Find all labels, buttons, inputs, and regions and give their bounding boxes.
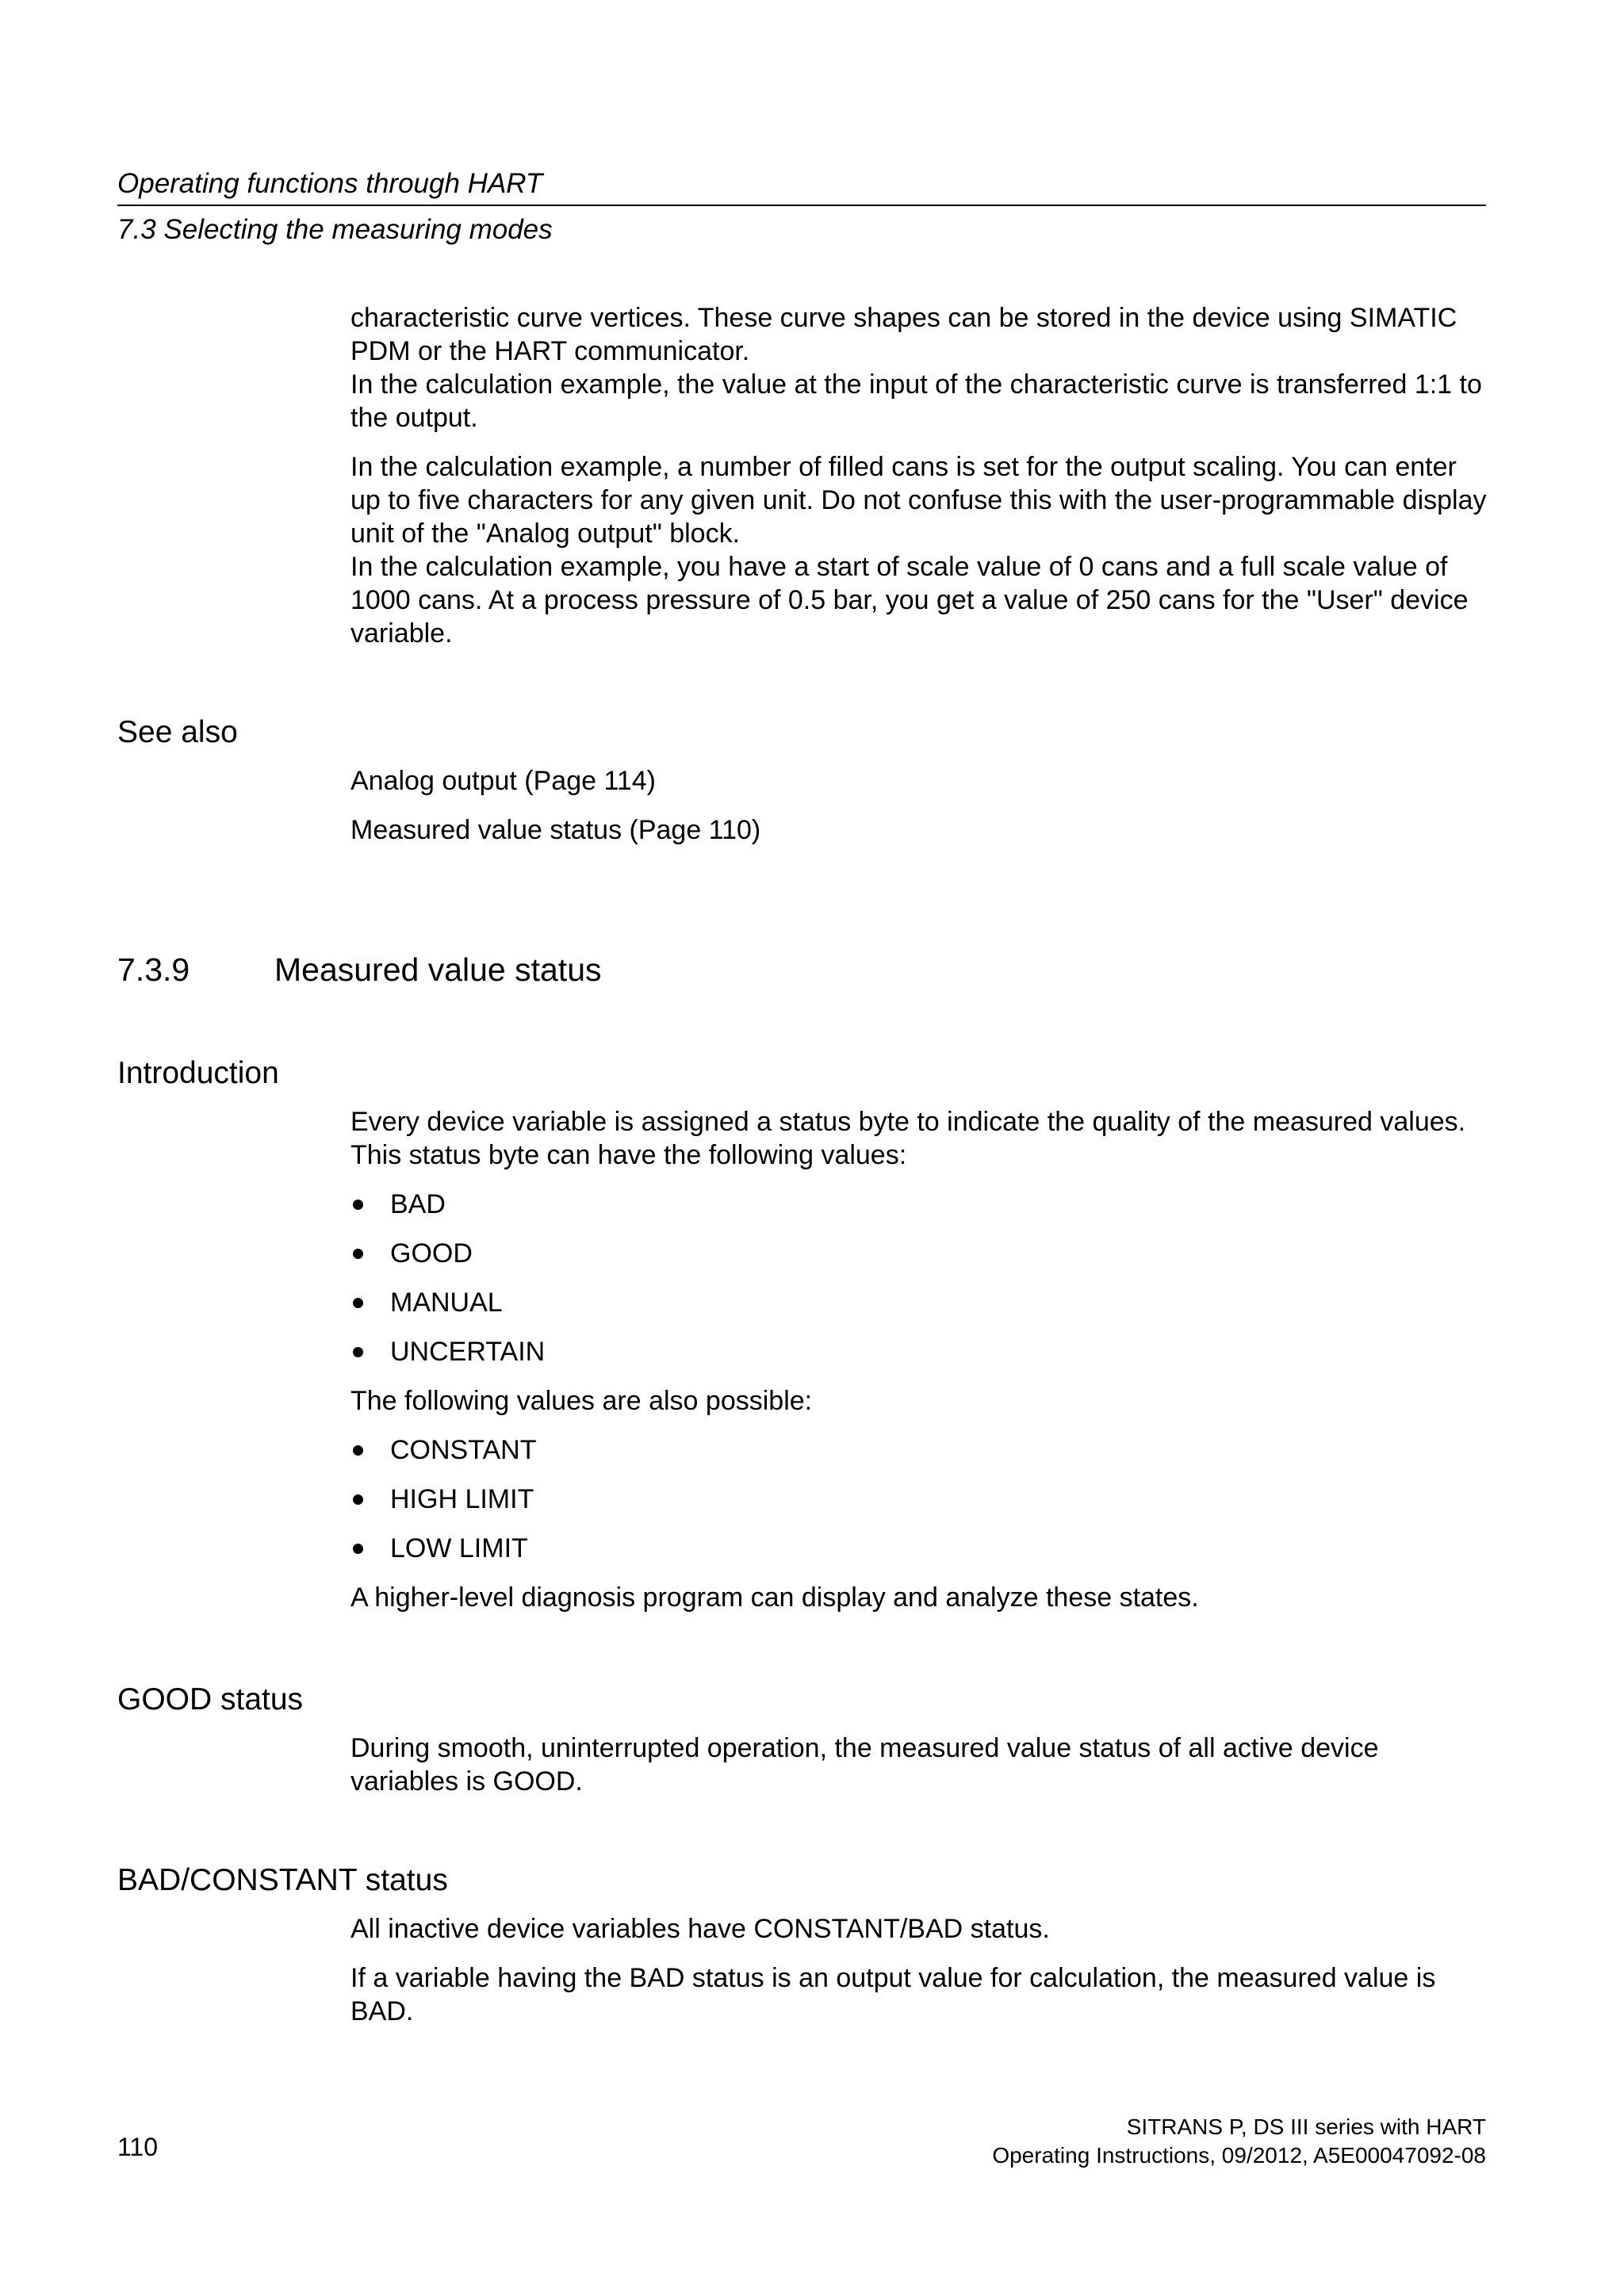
bullet-icon (353, 1249, 363, 1259)
paragraph: The following values are also possible: (350, 1386, 813, 1416)
footer-document: Operating Instructions, 09/2012, A5E00047092-08 (992, 2143, 1486, 2168)
paragraph: If a variable having the BAD status is an output value for calculation, the measured value is BAD. (350, 1963, 1436, 2026)
paragraph: A higher-level diagnosis program can display and analyze these states. (350, 1582, 1199, 1613)
paragraph: In the calculation example, you have a start of scale value of 0 cans and a full scale value of 1000 cans. At a process pressure of 0.5 bar, you get a value of 250 cans for the "User" device variable. (350, 552, 1469, 649)
introduction-block (350, 1105, 1492, 1630)
bullet-icon (353, 1494, 363, 1505)
status-values-list (350, 1188, 1492, 1368)
list-item: HIGH LIMIT (350, 1483, 1492, 1516)
list-item: LOW LIMIT (350, 1532, 1492, 1565)
additional-values-list (350, 1433, 1492, 1565)
header-chapter: Operating functions through HART (117, 168, 543, 199)
bullet-icon (353, 1298, 363, 1308)
page-header (117, 166, 1486, 247)
header-section: 7.3 Selecting the measuring modes (117, 214, 553, 245)
page-number: 110 (117, 2133, 159, 2161)
bullet-icon (353, 1347, 363, 1357)
section-number: 7.3.9 (117, 951, 190, 988)
paragraph: characteristic curve vertices. These curve shapes can be stored in the device using SIMATIC PDM or the HART communicator. (350, 303, 1457, 366)
section-heading (117, 950, 602, 989)
see-also-heading: See also (117, 715, 238, 749)
footer-product: SITRANS P, DS III series with HART (1126, 2114, 1486, 2139)
paragraph: During smooth, uninterrupted operation, the measured value status of all active device variables is GOOD. (350, 1733, 1379, 1797)
see-also-link-analog-output[interactable]: Analog output (Page 114) (350, 766, 656, 796)
list-item: UNCERTAIN (350, 1335, 1492, 1368)
good-status-block (350, 1732, 1492, 1814)
paragraph: In the calculation example, a number of filled cans is set for the output scaling. You can enter up to five characters for any given unit. Do not confuse this with the user-programmable display unit of the "Analog output" block. (350, 452, 1487, 549)
list-item: GOOD (350, 1237, 1492, 1270)
intro-text-block (350, 301, 1492, 666)
bullet-icon (353, 1544, 363, 1554)
bad-status-block (350, 1912, 1492, 2044)
paragraph: All inactive device variables have CONSTANT/BAD status. (350, 1914, 1050, 1944)
bullet-icon (353, 1200, 363, 1210)
header-rule (117, 205, 1486, 206)
see-also-links (350, 764, 1492, 863)
paragraph: Every device variable is assigned a status byte to indicate the quality of the measured values. This status byte can have the following values: (350, 1107, 1466, 1170)
list-item: CONSTANT (350, 1433, 1492, 1467)
list-item: MANUAL (350, 1286, 1492, 1319)
introduction-heading: Introduction (117, 1056, 279, 1090)
section-title: Measured value status (274, 951, 602, 988)
list-item: BAD (350, 1188, 1492, 1221)
paragraph: In the calculation example, the value at the input of the characteristic curve is transferred 1:1 to the output. (350, 369, 1482, 433)
bullet-icon (353, 1445, 363, 1456)
see-also-link-measured-value-status[interactable]: Measured value status (Page 110) (350, 815, 761, 845)
bad-status-heading: BAD/CONSTANT status (117, 1863, 448, 1897)
good-status-heading: GOOD status (117, 1682, 304, 1716)
footer-doc-info (992, 2113, 1486, 2170)
